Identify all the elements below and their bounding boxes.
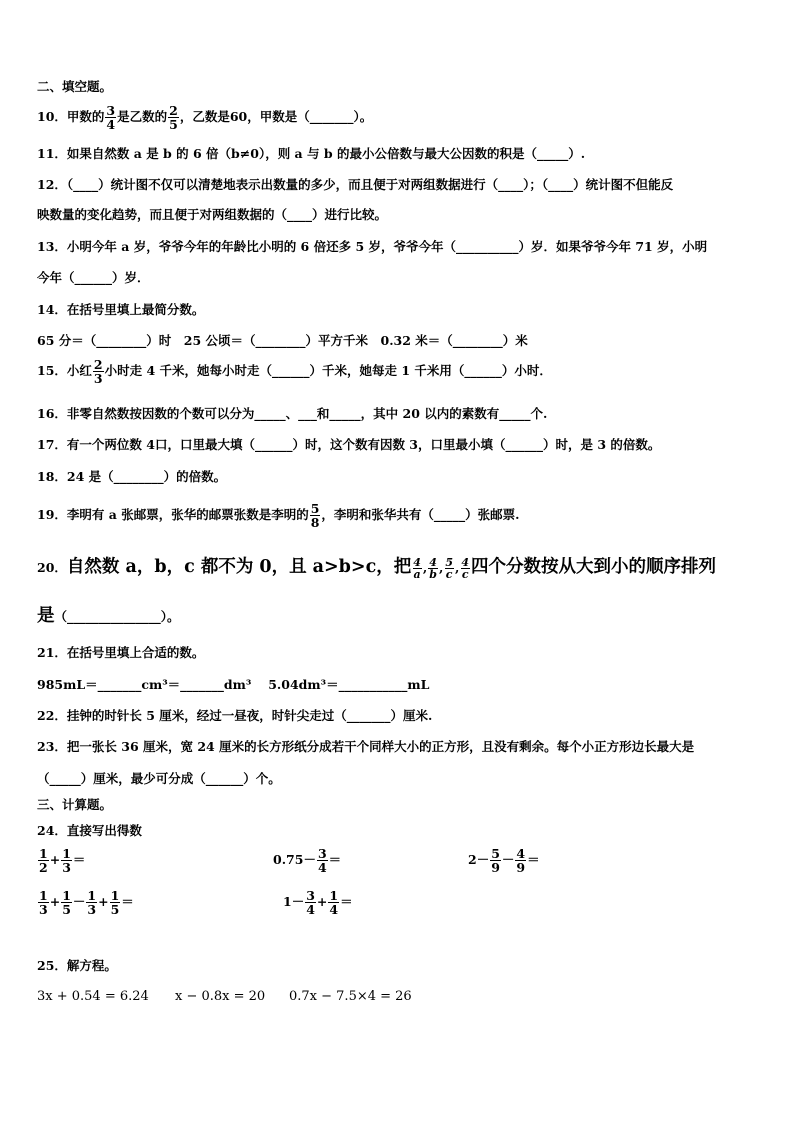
question-19: 19．李明有 a 张邮票，张华的邮票张数是李明的 $\frac{5}{8}$ ，李明和张华共有（_____）张邮票. — [37, 501, 520, 530]
fraction-2-3: $\frac{2}{3}$ — [93, 357, 103, 386]
question-15: 15．小红 $\frac{2}{3}$ 小时走 4 千米，她每小时走（______）千米，她每走 1 千米用（______）小时． — [37, 357, 552, 386]
question-17: 17．有一个两位数 4口，口里最大填（______）时，这个数有因数 3，口里最小填（______）时，是 3 的倍数。 — [37, 437, 661, 452]
question-23-line2: （_____）厘米，最少可分成（______）个。 — [37, 771, 281, 786]
equation-1: 3x + 0.54 = 6.24 — [37, 989, 149, 1004]
equation-2: x − 0.8x = 20 — [175, 989, 266, 1004]
fraction-2-5: $\frac{2}{5}$ — [169, 103, 178, 132]
question-14-items: 65 分＝（________）时 25 公顷＝（________）平方千米 0.32 米＝（________）米 — [37, 333, 528, 348]
calc-1: $\frac{1}{2}$ + $\frac{1}{3}$ ＝ — [39, 846, 86, 875]
calc-3: 2－ $\frac{5}{9}$ － $\frac{4}{9}$ ＝ — [468, 846, 540, 875]
question-20-line2: 是（_______________）。 — [37, 606, 180, 626]
calc-2: 0.75－ $\frac{3}{4}$ ＝ — [273, 846, 342, 875]
question-18: 18．24 是（________）的倍数。 — [37, 469, 227, 484]
question-13-line1: 13．小明今年 a 岁，爷爷今年的年龄比小明的 6 倍还多 5 岁，爷爷今年（__________）岁．如果爷爷今年 71 岁，小明 — [37, 239, 708, 254]
question-14: 14．在括号里填上最简分数。 — [37, 302, 205, 317]
section-calc-title: 三、计算题。 — [37, 797, 113, 812]
question-16: 16．非零自然数按因数的个数可以分为_____、___和_____，其中 20 以内的素数有_____个. — [37, 406, 548, 421]
question-11: 11．如果自然数 a 是 b 的 6 倍（b≠0），则 a 与 b 的最小公倍数与最大公因数的积是（_____）. — [37, 146, 586, 161]
section-fill-blank-title: 二、填空题。 — [37, 79, 113, 94]
equation-3: 0.7x − 7.5×4 = 26 — [289, 989, 412, 1004]
question-23-line1: 23．把一张长 36 厘米，宽 24 厘米的长方形纸分成若干个同样大小的正方形，且没有剩余。每个小正方形边长最大是 — [37, 739, 695, 754]
question-21: 21．在括号里填上合适的数。 — [37, 645, 205, 660]
fraction-4-a: $\frac{4}{a}$ — [413, 556, 421, 581]
question-12-line2: 映数量的变化趋势，而且便于对两组数据的（____）进行比较。 — [37, 207, 388, 222]
question-25: 25．解方程。 — [37, 958, 117, 973]
question-24: 24．直接写出得数 — [37, 823, 142, 838]
fraction-4-b: $\frac{4}{b}$ — [429, 556, 437, 581]
question-12-line1: 12．（____）统计图不仅可以清楚地表示出数量的多少，而且便于对两组数据进行（____）；（____）统计图不但能反 — [37, 177, 674, 192]
fraction-3-4: $\frac{3}{4}$ — [106, 103, 116, 132]
fraction-5-c: $\frac{5}{c}$ — [445, 556, 453, 581]
question-20-line1: 20．自然数 a，b，c 都不为 0，且 a>b>c，把 $\frac{4}{a}$ , $\frac{4}{b}$ , $\frac{5}{c}$ , $\frac{4}{c}$ 四个分数按从大到小的顺序排列 — [37, 556, 716, 581]
question-13-line2: 今年（______）岁． — [37, 270, 150, 285]
fraction-4-c: $\frac{4}{c}$ — [461, 556, 469, 581]
question-22: 22．挂钟的时针长 5 厘米，经过一昼夜，时针尖走过（_______）厘米. — [37, 708, 433, 723]
question-21-items: 985mL＝_______cm³＝_______dm³ 5.04dm³＝___________mL — [37, 677, 430, 692]
question-10: 10．甲数的 $\frac{3}{4}$ 是乙数的 $\frac{2}{5}$ ，乙数是60，甲数是（_______）。 — [37, 103, 373, 132]
calc-5: 1－ $\frac{3}{4}$ + $\frac{1}{4}$ ＝ — [283, 888, 353, 917]
fraction-5-8: $\frac{5}{8}$ — [310, 501, 320, 530]
calc-4: $\frac{1}{3}$ + $\frac{1}{5}$ － $\frac{1}{3}$ + $\frac{1}{5}$ ＝ — [39, 888, 134, 917]
